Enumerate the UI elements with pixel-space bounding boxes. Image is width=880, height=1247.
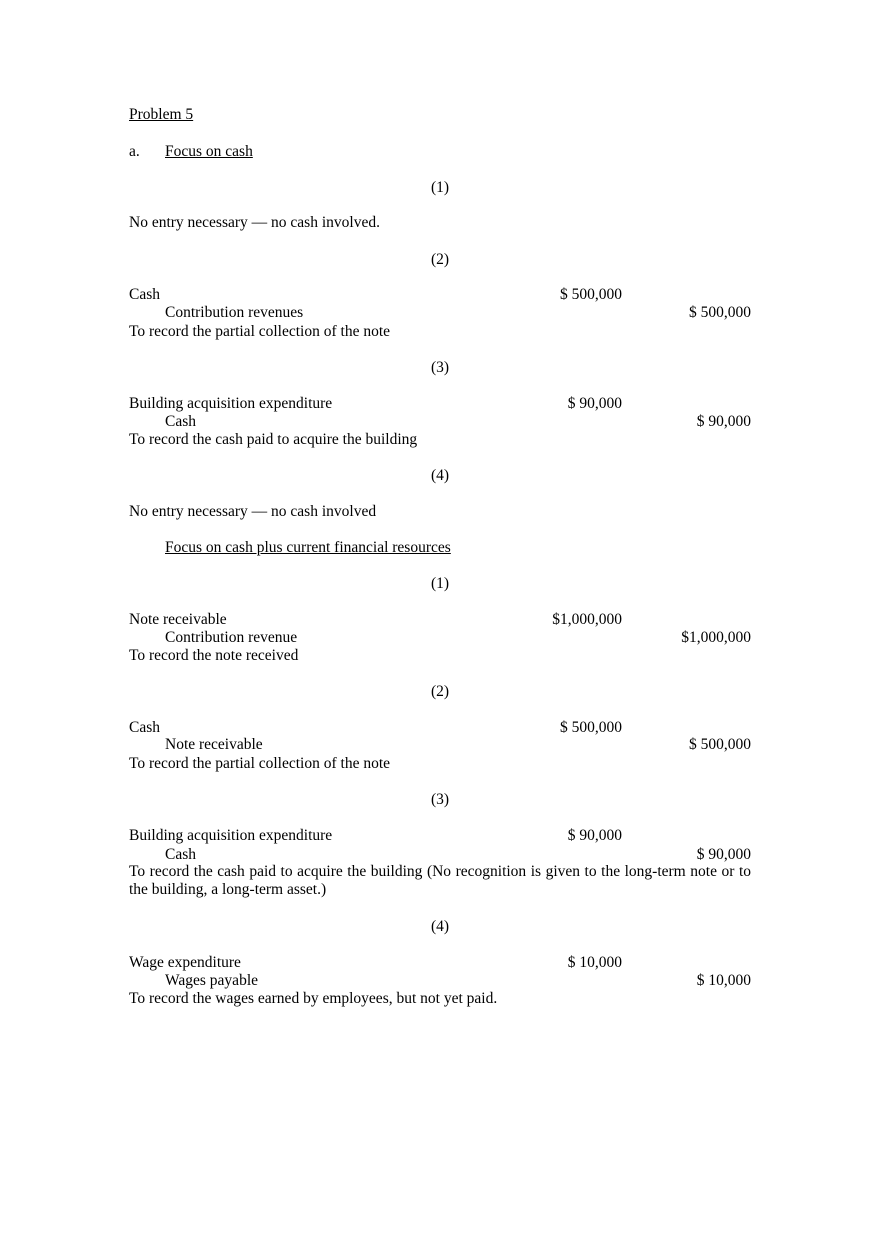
entry-number: (4) [430,467,450,484]
credit-amount: $ 90,000 [696,413,751,430]
part-heading: Focus on cash [165,143,253,160]
credit-account: Contribution revenue [165,629,298,646]
credit-account: Wages payable [165,972,258,989]
debit-account: Cash [129,719,160,736]
credit-account: Contribution revenues [165,304,304,321]
debit-amount: $ 10,000 [567,954,622,971]
debit-amount: $ 90,000 [567,395,622,412]
credit-account: Note receivable [165,736,263,753]
debit-account: Building acquisition expenditure [129,395,333,412]
credit-amount: $ 10,000 [696,972,751,989]
debit-amount: $ 500,000 [560,286,622,303]
part-letter: a. [129,143,140,160]
debit-account: Note receivable [129,611,227,628]
entry-number: (2) [430,251,450,268]
credit-amount: $ 500,000 [689,304,751,321]
credit-amount: $ 90,000 [696,846,751,863]
entry-number: (4) [430,918,450,935]
entry-number: (3) [430,359,450,376]
debit-amount: $1,000,000 [552,611,622,628]
credit-amount: $1,000,000 [681,629,751,646]
entry-memo: To record the note received [129,647,299,664]
debit-account: Cash [129,286,160,303]
entry-memo: To record the wages earned by employees, but not yet paid. [129,990,498,1007]
credit-account: Cash [165,413,196,430]
no-entry-note: No entry necessary — no cash involved [129,503,377,520]
entry-memo: To record the partial collection of the note [129,323,391,340]
debit-amount: $ 500,000 [560,719,622,736]
problem-title: Problem 5 [129,106,194,123]
entry-number: (1) [430,575,450,592]
credit-amount: $ 500,000 [689,736,751,753]
credit-account: Cash [165,846,196,863]
entry-number: (2) [430,683,450,700]
no-entry-note: No entry necessary — no cash involved. [129,214,380,231]
debit-account: Building acquisition expenditure [129,827,333,844]
debit-amount: $ 90,000 [567,827,622,844]
section-heading: Focus on cash plus current financial resources [165,539,451,556]
entry-memo: To record the cash paid to acquire the building [129,431,418,448]
entry-number: (3) [430,791,450,808]
entry-memo: To record the partial collection of the note [129,755,391,772]
entry-number: (1) [430,179,450,196]
debit-account: Wage expenditure [129,954,241,971]
entry-memo: To record the cash paid to acquire the building (No recognition is given to the long-term note or to the building, a long-term asset.) [129,863,751,898]
